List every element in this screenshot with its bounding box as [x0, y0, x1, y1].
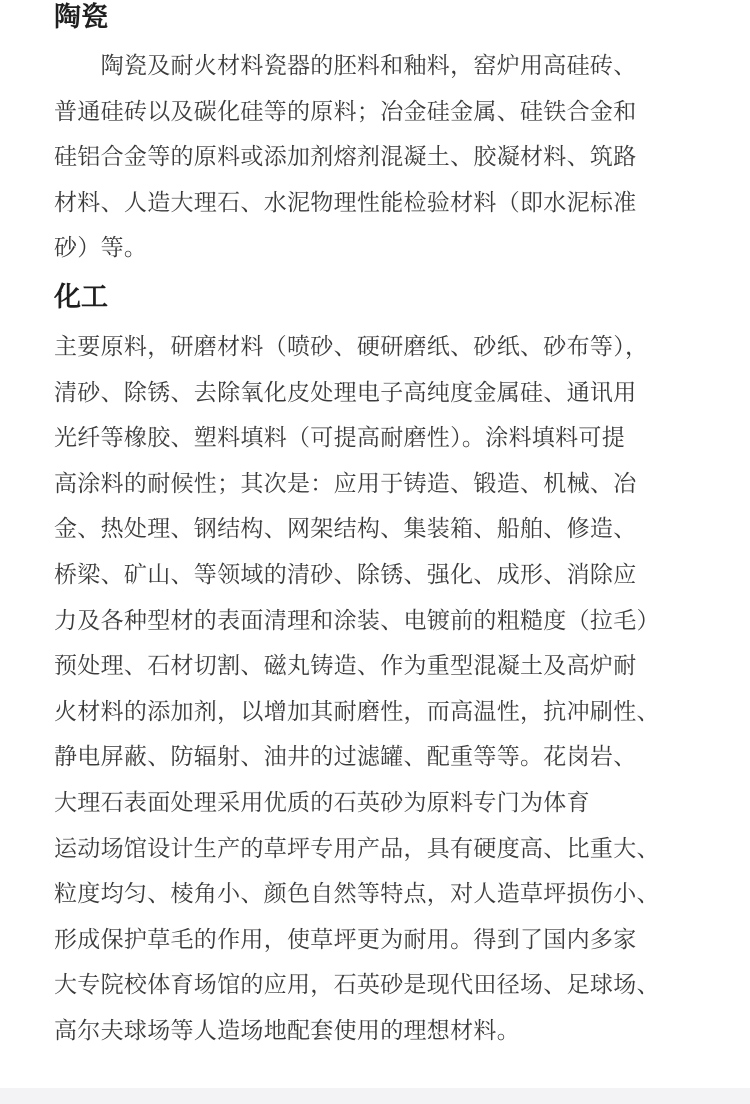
section-title-ceramics: 陶瓷	[54, 2, 108, 33]
section-body-chemical: 主要原料，研磨材料（喷砂、硬研磨纸、砂纸、砂布等）， 清砂、除锈、去除氧化皮处理电子高纯度金属硅、通讯用 光纤等橡胶、塑料填料（可提高耐磨性）。涂料填料可提 高涂料的耐候性；其次是：应用于铸造、锻造、机械、冶 金、热处理、钢结构、网架结构、集装箱、船舶、修造、 桥梁、矿山、等领域的清砂、除锈、强化、成形、消除应 力及各种型材的表面清理和涂装、电镀前的粗糙度（拉毛） 预处理、石材切割、磁丸铸造、作为重型混凝土及高炉耐 火材料的添加剂，以增加其耐磨性，而高温性，抗冲刷性、 静电屏蔽、防辐射、油井的过滤罐、配重等等。花岗岩、 大理石表面处理采用优质的石英砂为原料专门为体育 运动场馆设计生产的草坪专用产品，具有硬度高、比重大、 粒度均匀、棱角小、颜色自然等特点，对人造草坪损伤小、 形成保护草毛的作用，使草坪更为耐用。得到了国内多家 大专院校体育场馆的应用，石英砂是现代田径场、足球场、 高尔夫球场等人造场地配套使用的理想材料。	[54, 334, 660, 1044]
section-body-ceramics: 陶瓷及耐火材料瓷器的胚料和釉料，窑炉用高硅砖、 普通硅砖以及碳化硅等的原料；冶金硅金属、硅铁合金和 硅铝合金等的原料或添加剂熔剂混凝土、胶凝材料、筑路 材料、人造大理石、水泥物理性能检验材料（即水泥标准 砂）等。	[54, 53, 637, 262]
section-title-chemical: 化工	[54, 282, 108, 313]
